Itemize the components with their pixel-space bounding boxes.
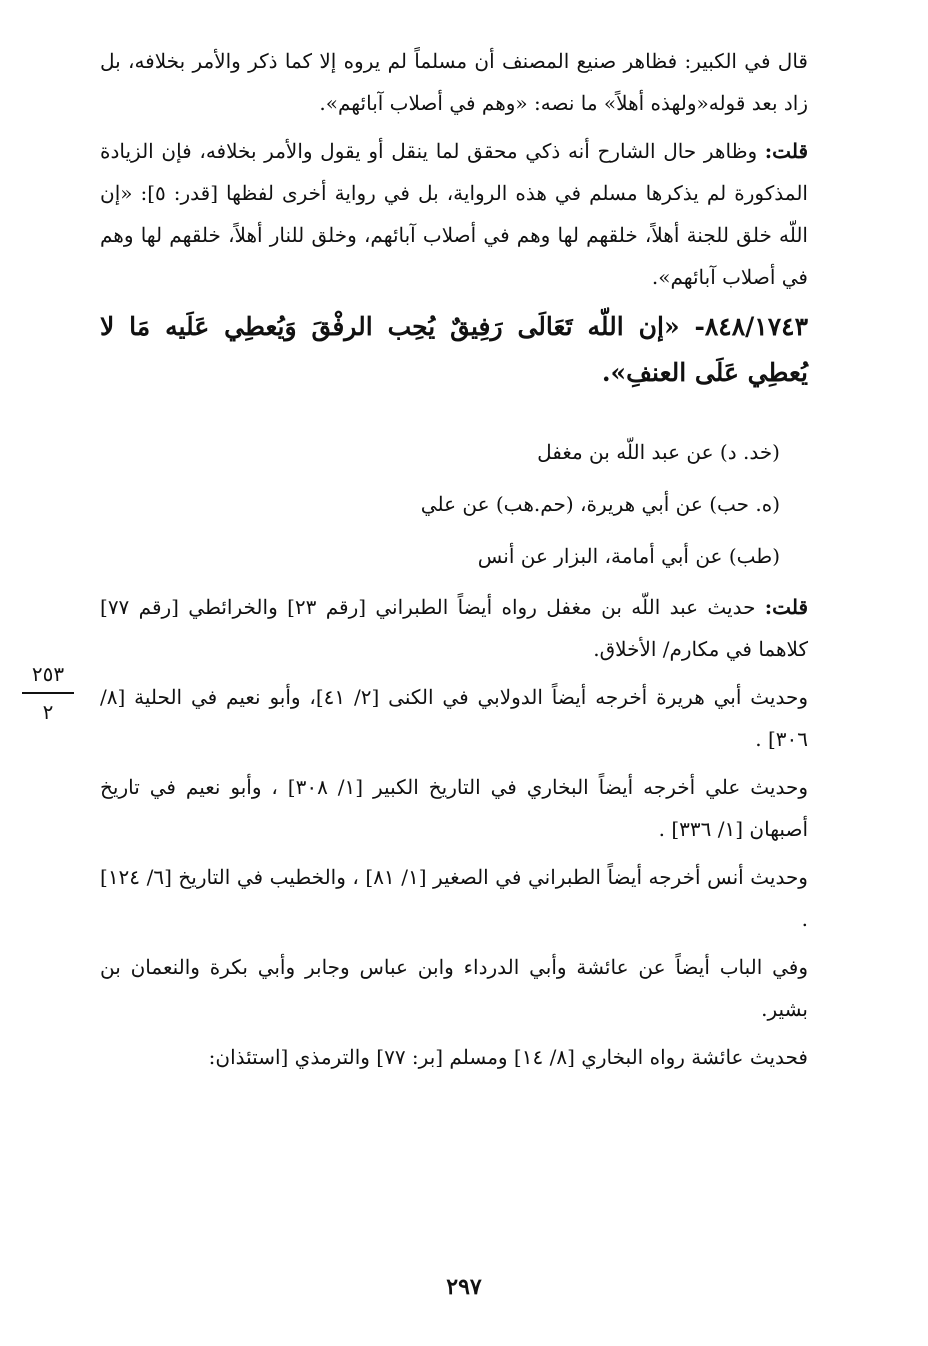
page-number: ٢٩٧: [446, 1274, 482, 1300]
note-4-text: وحديث أنس أخرجه أيضاً الطبراني في الصغير [١/ ٨١] ، والخطيب في التاريخ [٦/ ١٢٤] .: [100, 865, 808, 931]
note-5-text: وفي الباب أيضاً عن عائشة وأبي الدرداء وابن عباس وجابر وأبي بكرة والنعمان بن بشير.: [100, 955, 809, 1021]
source-line-2: (ه. حب) عن أبي هريرة، (حم.هب) عن علي: [420, 492, 780, 516]
margin-reference-top: ٢٥٣: [31, 662, 65, 686]
paragraph-2-label: قلت:: [764, 139, 808, 163]
margin-reference-bottom: ٢: [42, 700, 54, 724]
note-4: [100, 856, 808, 940]
margin-reference: [18, 662, 78, 724]
paragraph-1: [100, 40, 808, 124]
note-5: [100, 946, 808, 1030]
note-2: [100, 676, 808, 760]
source-line-3: (طب) عن أبي أمامة، البزار عن أنس: [477, 544, 780, 568]
margin-reference-rule: [22, 692, 74, 694]
page-body: [100, 40, 808, 1084]
source-line-1: (خد. د) عن عبد اللّه بن مغفل: [537, 440, 780, 464]
paragraph-2: [100, 130, 808, 298]
note-6: [100, 1036, 808, 1078]
hadith-text: ٨٤٨/١٧٤٣- «إن اللّه تَعَالَى رَفِيقٌ يُحِب الرفْقَ وَيُعطِي عَلَيه مَا لا يُعطِي عَلَى العنفِ».: [100, 312, 808, 387]
note-6-text: فحديث عائشة رواه البخاري [٨/ ١٤] ومسلم [بر: ٧٧] والترمذي [استئذان:: [208, 1045, 808, 1069]
note-2-text: وحديث أبي هريرة أخرجه أيضاً الدولابي في الكنى [٢/ ٤١]، وأبو نعيم في الحلية [٨/ ٣٠٦] .: [100, 685, 808, 751]
note-1-text: حديث عبد اللّه بن مغفل رواه أيضاً الطبراني [رقم ٢٣] والخرائطي [رقم ٧٧] كلاهما في مكارم/ الأخلاق.: [100, 595, 808, 661]
note-1-label: قلت:: [764, 595, 808, 619]
note-1: [100, 586, 808, 670]
paragraph-1-text: قال في الكبير: فظاهر صنيع المصنف أن مسلماً لم يروه إلا كما ذكر والأمر بخلافه، بل زاد بعد قوله«ولهذه أهلاً» ما نصه: «وهم في أصلاب آبائهم».: [100, 49, 808, 115]
sources-list: [100, 426, 808, 582]
note-3: [100, 766, 808, 850]
paragraph-2-text: وظاهر حال الشارح أنه ذكي محقق لما ينقل أو يقول والأمر بخلافه، فإن الزيادة المذكورة لم يذكرها مسلم في هذه الرواية، بل في رواية أخرى لفظها [قدر: ٥]: «إن اللّه خلق للجنة أهلاً، خلقهم لها وهم في أصلاب آبائهم، وخلق للنار أهلاً، خلقهم لها وهم في أصلاب آبائهم».: [100, 139, 808, 289]
note-3-text: وحديث علي أخرجه أيضاً البخاري في التاريخ الكبير [١/ ٣٠٨] ، وأبو نعيم في تاريخ أصبهان [١/ ٣٣٦] .: [100, 775, 808, 841]
